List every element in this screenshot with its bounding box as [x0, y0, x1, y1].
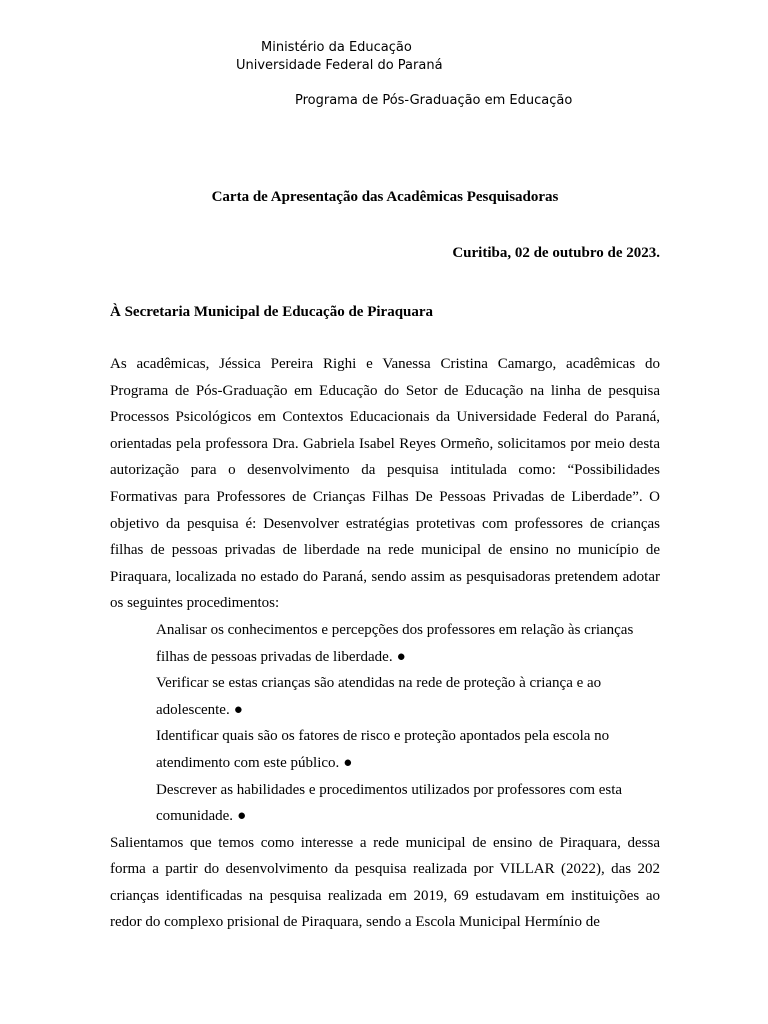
list-item: [156, 617, 660, 670]
letter-date: Curitiba, 02 de outubro de 2023.: [452, 245, 660, 261]
ministry-heading: Ministério da Educação: [261, 40, 412, 55]
list-item: [156, 670, 660, 723]
bullet-icon: ●: [233, 701, 243, 718]
list-item: [156, 777, 660, 830]
bullet-icon: ●: [396, 648, 406, 665]
procedures-list: [110, 617, 660, 830]
letter-title: Carta de Apresentação das Acadêmicas Pesquisadoras: [211, 189, 559, 205]
bullet-icon: ●: [237, 808, 247, 825]
letter-body: [110, 351, 660, 936]
list-item-text: Identificar quais são os fatores de risco e proteção apontados pela escola no atendimento com este público.: [156, 728, 610, 771]
list-item: [156, 723, 660, 776]
program-heading: Programa de Pós-Graduação em Educação: [295, 93, 573, 108]
paragraph-context: Salientamos que temos como interesse a rede municipal de ensino de Piraquara, dessa forma a partir do desenvolvimento da pesquisa realizada por VILLAR (2022), das 202 crianças identificadas na pesquisa realizada em 2019, 69 estudavam em instituições ao redor do complexo prisional de Piraquara, sendo a Escola Municipal Hermínio de: [110, 834, 660, 931]
list-item-text: Analisar os conhecimentos e percepções dos professores em relação às crianças filhas de pessoas privadas de liberdade.: [156, 621, 634, 665]
university-heading: Universidade Federal do Paraná: [236, 58, 443, 73]
list-item-text: Descrever as habilidades e procedimentos utilizados por professores com esta comunidade.: [156, 781, 623, 825]
paragraph-intro: As acadêmicas, Jéssica Pereira Righi e Vanessa Cristina Camargo, acadêmicas do Programa de Pós-Graduação em Educação do Setor de Educação na linha de pesquisa Processos Psicológicos em Contextos Educacionais da Universidade Federal do Paraná, orientadas pela professora Dra. Gabriela Isabel Reyes Ormeño, solicitamos por meio desta autorização para o desenvolvimento da pesquisa intitulada como: “Possibilidades Formativas para Professores de Crianças Filhas De Pessoas Privadas de Liberdade”. O objetivo da pesquisa é: Desenvolver estratégias protetivas com professores de crianças filhas de pessoas privadas de liberdade na rede municipal de ensino no município de Piraquara, localizada no estado do Paraná, sendo assim as pesquisadoras pretendem adotar os seguintes procedimentos:: [110, 356, 660, 612]
list-item-text: Verificar se estas crianças são atendidas na rede de proteção à criança e ao adolescente.: [156, 675, 602, 718]
bullet-icon: ●: [343, 754, 353, 771]
letter-recipient: À Secretaria Municipal de Educação de Piraquara: [110, 304, 434, 320]
